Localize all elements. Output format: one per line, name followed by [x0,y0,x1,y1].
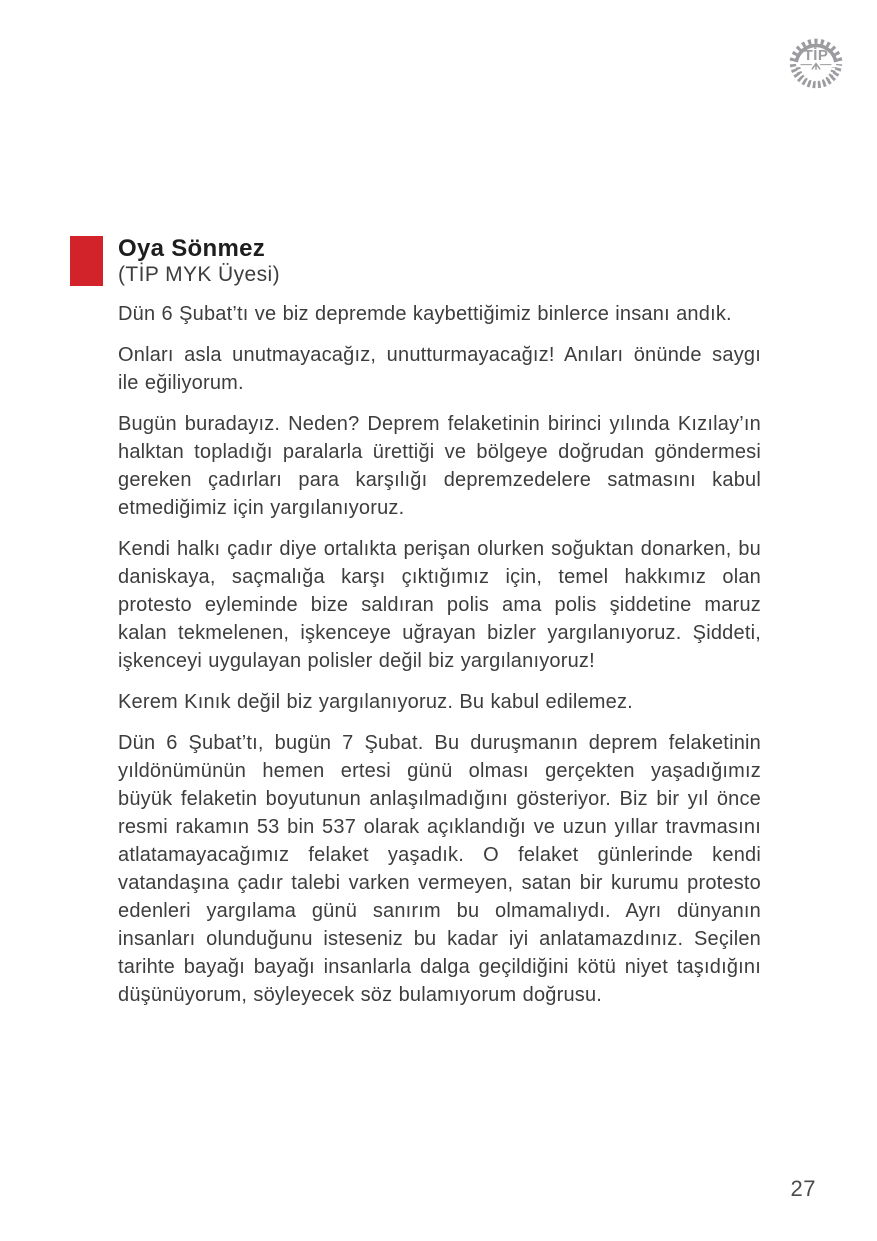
paragraph: Bugün buradayız. Neden? Deprem felaketinin birinci yılında Kızılay’ın halktan topladığı paralarla ürettiği ve bölgeye doğrudan göndermesi gereken çadırları para karşılığı depremzedelere satmasını kabul etmediğimiz için yargılanıyoruz. [118,413,761,519]
speech-text [118,300,761,1022]
author-header-text [118,236,280,287]
author-header [70,236,280,287]
hammer-icon [812,64,820,70]
author-name: Oya Sönmez [118,235,266,262]
paragraph: Kerem Kınık değil biz yargılanıyoruz. Bu kabul edilemez. [118,691,633,713]
paragraph: Onları asla unutmayacağız, unutturmayacağız! Anıları önünde saygı ile eğiliyorum. [118,344,761,394]
tip-logo [785,28,847,92]
paragraph: Kendi halkı çadır diye ortalıkta perişan olurken soğuktan donarken, bu daniskaya, saçmalığa karşı çıktığımız için, temel hakkımız olan protesto eyleminde bize saldıran polis ama polis şiddetine maruz kalan tekmelenen, işkenceye uğrayan bizler yargılanıyoruz. Şiddeti, işkenceyi uygulayan polisler değil biz yargılanıyoruz! [118,538,761,672]
tip-emblem-icon [785,28,847,92]
red-accent-square [70,236,103,286]
page-number: 27 [790,1176,816,1201]
tip-logo-text: TİP [803,47,829,64]
paragraph: Dün 6 Şubat’tı, bugün 7 Şubat. Bu duruşmanın deprem felaketinin yıldönümünün hemen ertesi günü olması gerçekten yaşadığımız büyük felaketin boyutunun anlaşılmadığını gösteriyor. Biz bir yıl önce resmi rakamın 53 bin 537 olarak açıklandığı ve uzun yıllar travmasını atlatamayacağımız felaket yaşadık. O felaket günlerinde kendi vatandaşına çadır talebi varken vermeyen, satan bir kurumu protesto edenleri yargılama günü sanırım bu olmamalıydı. Ayrı dünyanın insanları olunduğunu isteseniz bu kadar iyi anlatamazdınız. Seçilen tarihte bayağı bayağı insanlarla dalga geçildiğini kötü niyet taşıdığını düşünüyorum, söyleyecek söz bulamıyorum doğrusu. [118,732,761,1006]
paragraph: Dün 6 Şubat’tı ve biz depremde kaybettiğimiz binlerce insanı andık. [118,303,732,325]
author-role: (TİP MYK Üyesi) [118,263,280,286]
